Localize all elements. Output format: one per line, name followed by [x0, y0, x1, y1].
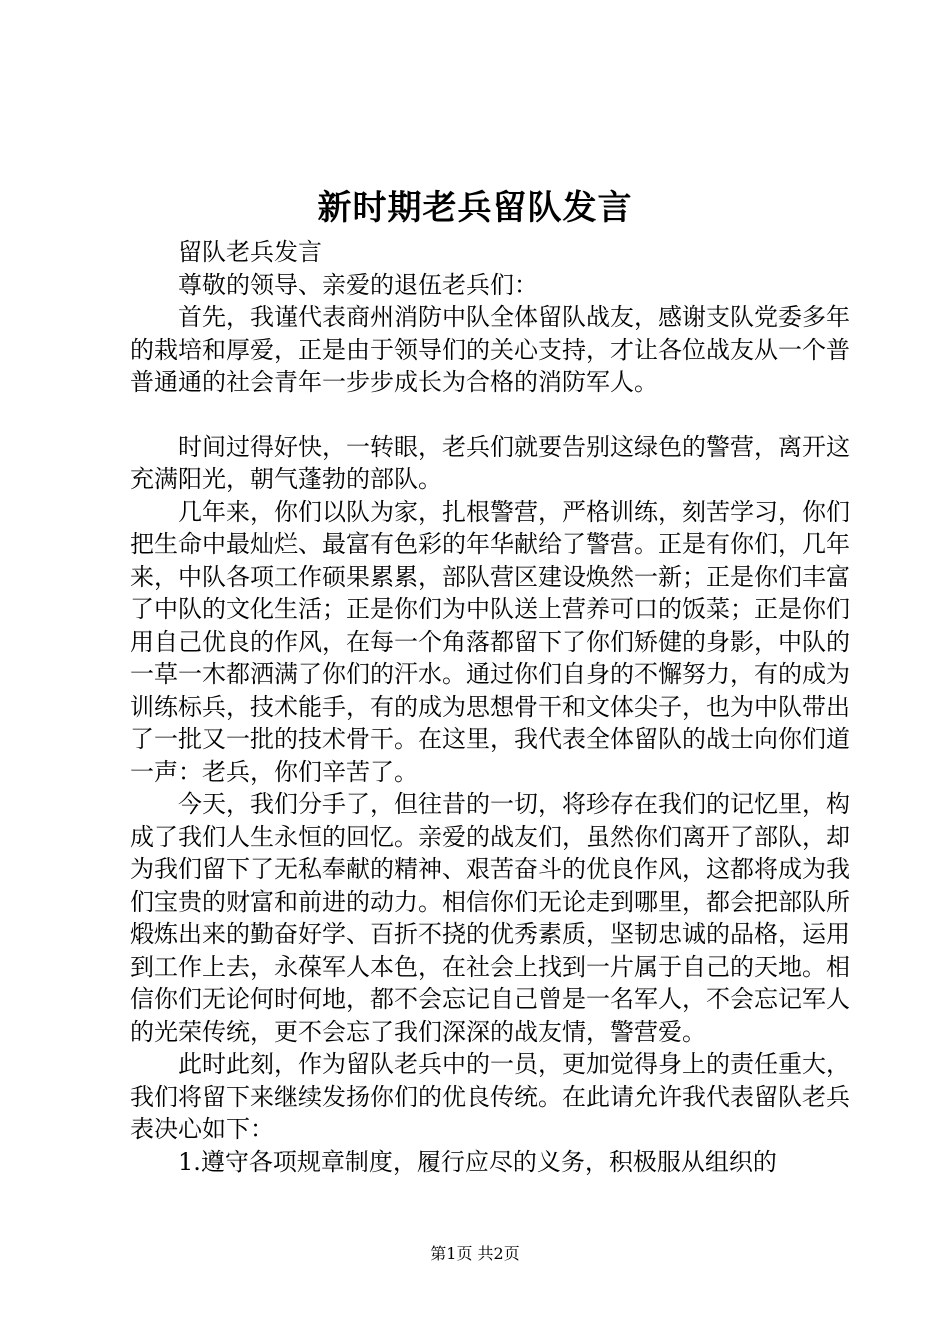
- paragraph-memories: 今天，我们分手了，但往昔的一切，将珍存在我们的记忆里，构成了我们人生永恒的回忆。亲爱的战友们，虽然你们离开了部队，却为我们留下了无私奉献的精神、艰苦奋斗的优良作风，这都将成为我们宝贵的财富和前进的动力。相信你们无论走到哪里，都会把部队所煅炼出来的勤奋好学、百折不挠的优秀素质，坚韧忠诚的品格，运用到工作上去，永葆军人本色，在社会上找到一片属于自己的天地。相信你们无论何时何地，都不会忘记自己曾是一名军人，不会忘记军人的光荣传统，更不会忘了我们深深的战友情，警营爱。: [130, 790, 850, 1046]
- page-footer: 第1页 共2页: [430, 1244, 520, 1263]
- paragraph-pledge-1: 1.遵守各项规章制度，履行应尽的义务，积极服从组织的: [178, 1147, 777, 1176]
- paragraph-subtitle: 留队老兵发言: [178, 238, 322, 266]
- paragraph-resolve: 此时此刻，作为留队老兵中的一员，更加觉得身上的责任重大，我们将留下来继续发扬你们的优良传统。在此请允许我代表留队老兵表决心如下：: [130, 1050, 850, 1143]
- paragraph-contributions: 几年来，你们以队为家，扎根警营，严格训练，刻苦学习，你们把生命中最灿烂、最富有色彩的年华献给了警营。正是有你们，几年来，中队各项工作硕果累累，部队营区建设焕然一新；正是你们丰富了中队的文化生活；正是你们为中队送上营养可口的饭菜；正是你们用自己优良的作风，在每一个角落都留下了你们矫健的身影，中队的一草一木都洒满了你们的汗水。通过你们自身的不懈努力，有的成为训练标兵，技术能手，有的成为思想骨干和文体尖子，也为中队带出了一批又一批的技术骨干。在这里，我代表全体留队的战士向你们道一声：老兵，你们辛苦了。: [130, 497, 850, 786]
- document-title: 新时期老兵留队发言: [317, 188, 633, 228]
- paragraph-farewell: 时间过得好快，一转眼，老兵们就要告别这绿色的警营，离开这充满阳光，朝气蓬勃的部队。: [130, 432, 850, 493]
- document-body: [130, 236, 850, 1178]
- paragraph-opening: 首先，我谨代表商州消防中队全体留队战友，感谢支队党委多年的栽培和厚爱，正是由于领导们的关心支持，才让各位战友从一个普普通通的社会青年一步步成长为合格的消防军人。: [130, 303, 850, 396]
- paragraph-salutation: 尊敬的领导、亲爱的退伍老兵们：: [178, 270, 538, 299]
